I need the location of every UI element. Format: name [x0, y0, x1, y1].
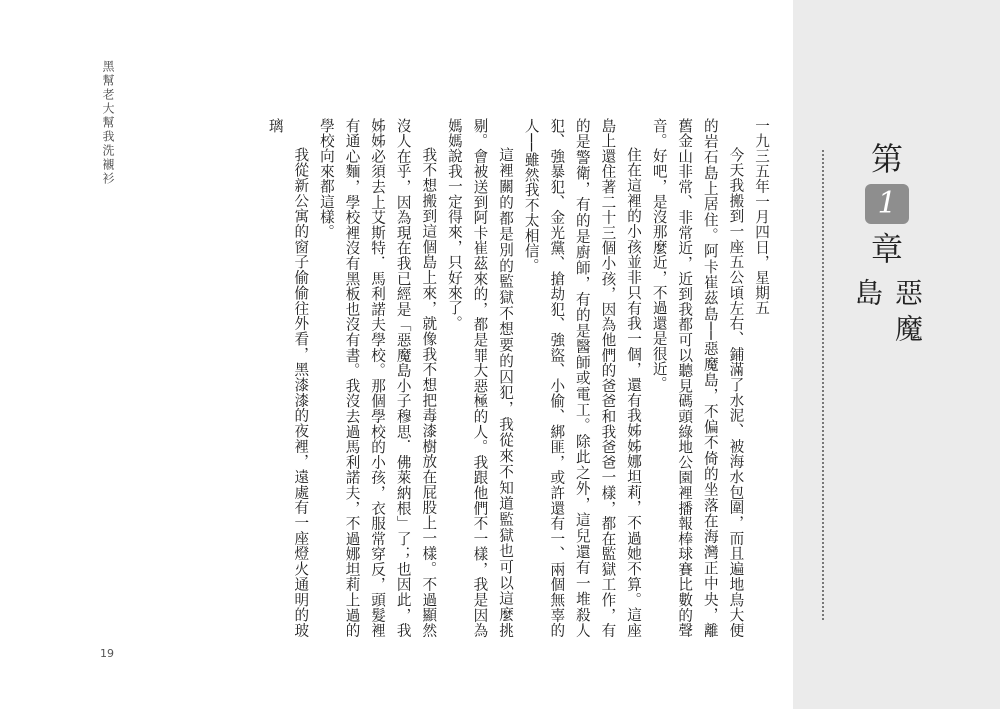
- paragraph: 今天我搬到一座五公頃左右、鋪滿了水泥、被海水包圍，而且遍地鳥大便的岩石島上居住。阿卡崔茲島──惡魔島，不偏不倚的坐落在海灣正中央，離舊金山非常、非常近，近到我都可以聽見碼頭綠地公園裡播報棒球賽比數的聲音。好吧，是沒那麼近，不過還是很近。: [650, 118, 745, 638]
- chapter-suffix: 章: [870, 229, 903, 268]
- paragraph: 住在這裡的小孩並非只有我一個，還有我姊姊娜坦莉，不過她不算。這座島上還住著二十三個小孩，因為他們的爸爸和我爸爸一樣，都在監獄工作，有的是警衛，有的是廚師，有的是醫師或電工。除此之外，這兒還有一堆殺人犯、強暴犯、金光黨、搶劫犯、強盜、小偷、綁匪，或許還有一、兩個無辜的人──雖然我不太相信。: [522, 118, 643, 638]
- paragraph: 這裡關的都是別的監獄不想要的囚犯，我從來不知道監獄也可以這麼挑剔。會被送到阿卡崔茲來的，都是罪大惡極的人。我跟他們不一樣，我是因為媽媽說我一定得來，只好來了。: [445, 118, 515, 638]
- chapter-number-badge: 1: [865, 184, 909, 224]
- paragraph: 我從新公寓的窗子偷偷往外看，黑漆漆的夜裡，遠處有一座燈火通明的玻璃: [266, 118, 310, 638]
- chapter-prefix: 第: [870, 140, 903, 178]
- running-head: 黑幫老大幫我洗襯衫: [101, 60, 115, 186]
- dotted-divider: [822, 150, 824, 620]
- chapter-name: 惡魔島: [851, 277, 924, 350]
- date-line: 一九三五年一月四日，星期五: [753, 118, 770, 316]
- paragraph: 我不想搬到這個島上來，就像我不想把毒漆樹放在屁股上一樣。不過顯然沒人在乎，因為現在我已經是「惡魔島小子穆思．佛萊納根」了；也因此，我姊姊必須去上艾斯特．馬利諾夫學校。那個學校的小孩，衣服常穿反，頭髮裡有通心麵，學校裡沒有黑板也沒有書。我沒去過馬利諾夫，不過娜坦莉上過的學校向來都這樣。: [317, 118, 438, 638]
- chapter-heading: [851, 140, 924, 380]
- body-text: [84, 118, 774, 638]
- page-number: 19: [100, 647, 114, 660]
